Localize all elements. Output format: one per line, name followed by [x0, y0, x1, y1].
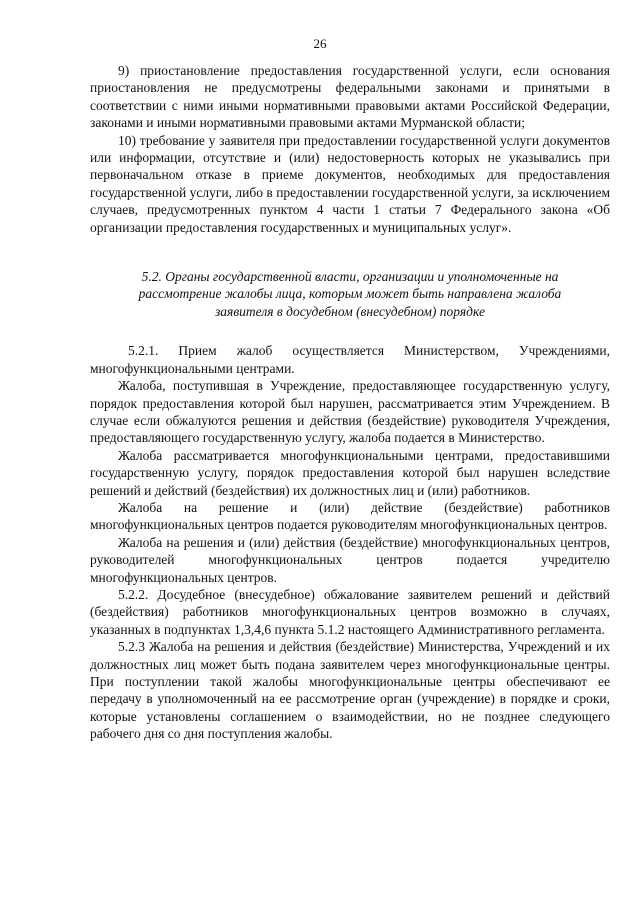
- paragraph-body: Жалоба на решения и (или) действия (бездействие) многофункциональных центров, руководителей многофункциональных центров подается учредителю многофункциональных центров.: [90, 534, 610, 585]
- paragraph-5-2-1: 5.2.1. Прием жалоб осуществляется Министерством, Учреждениями, многофункциональными центрами.: [90, 343, 610, 376]
- page-number: 26: [313, 36, 327, 51]
- paragraph-body: Жалоба, поступившая в Учреждение, предоставляющее государственную услугу, порядок предоставления которой был нарушен, рассматривается этим Учреждением. В случае если обжалуются решения и действия (бездействие) руководителя Учреждения, предоставляющего государственную услугу, жалоба подается в Министерство.: [90, 378, 610, 446]
- section-heading: [90, 268, 610, 320]
- paragraph-item-9: 9) приостановление предоставления государственной услуги, если основания приостановления не предусмотрены федеральными законами и принятыми в соответствии с ними иными нормативными правовыми актами Российской Федерации, законами и иными нормативными правовыми актами Мурманской области;: [90, 63, 610, 131]
- section-heading-line: рассмотрение жалобы лица, которым может быть направлена жалоба: [138, 286, 562, 302]
- page-content: [90, 62, 610, 743]
- paragraph-body: Жалоба на решение и (или) действие (бездействие) работников многофункциональных центров подается руководителям многофункциональных центров.: [90, 499, 610, 533]
- section-heading-line: 5.2. Органы государственной власти, организации и уполномоченные на: [141, 269, 559, 285]
- paragraph-5-2-3: 5.2.3 Жалоба на решения и действия (бездействие) Министерства, Учреждений и их должностных лиц может быть подана заявителем через многофункциональные центры. При поступлении такой жалобы многофункциональные центры обеспечивают ее передачу в уполномоченный на ее рассмотрение орган (учреждение) в порядке и сроки, которые установлены соглашением о взаимодействии, но не позднее следующего рабочего дня со дня поступления жалобы.: [90, 639, 610, 742]
- paragraph-item-10: 10) требование у заявителя при предоставлении государственной услуги документов или информации, отсутствие и (или) недостоверность которых не указывались при первоначальном отказе в приеме документов, необходимых для предоставления государственной услуги, либо в предоставлении государственной услуги, за исключением случаев, предусмотренных пунктом 4 части 1 статьи 7 Федерального закона «Об организации предоставления государственных и муниципальных услуг».: [90, 132, 610, 235]
- paragraph-5-2-2: 5.2.2. Досудебное (внесудебное) обжалование заявителем решений и действий (бездействия) работников многофункциональных центров возможно в случаях, указанных в подпунктах 1,3,4,6 пункта 5.1.2 настоящего Административного регламента.: [90, 586, 610, 637]
- paragraph-body: Жалоба рассматривается многофункциональными центрами, предоставившими государственную услугу, порядок предоставления которой был нарушен вследствие решений и действий (бездействия) их должностных лиц и (или) работников.: [90, 447, 610, 498]
- section-heading-line: заявителя в досудебном (внесудебном) порядке: [215, 303, 485, 319]
